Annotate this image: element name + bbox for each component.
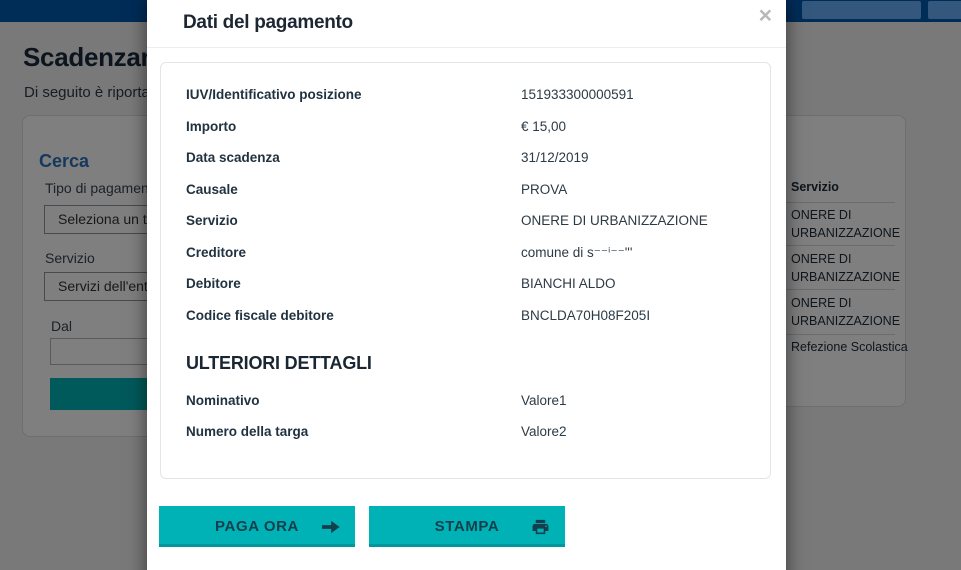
payment-details-card <box>160 62 771 479</box>
print-button[interactable] <box>369 506 565 547</box>
pay-now-button[interactable] <box>159 506 355 547</box>
detail-row <box>186 150 770 165</box>
arrow-right-icon <box>322 519 340 534</box>
close-icon[interactable]: × <box>758 2 772 28</box>
detail-value: comune di s⁻⁻ⁱ⁻⁻''' <box>521 244 633 260</box>
detail-value: BNCLDA70H08F205I <box>521 307 651 323</box>
detail-row <box>186 276 770 291</box>
modal-header <box>147 0 786 48</box>
modal-actions <box>159 506 565 547</box>
detail-row <box>186 182 770 197</box>
detail-value: 31/12/2019 <box>521 150 589 165</box>
detail-label: Servizio <box>186 213 238 228</box>
detail-label: Importo <box>186 118 237 134</box>
detail-label: Creditore <box>186 244 247 260</box>
detail-label: Causale <box>186 181 238 197</box>
detail-row <box>186 424 770 439</box>
payment-details-modal <box>147 0 786 570</box>
detail-value: 151933300000591 <box>521 87 634 102</box>
detail-label: Nominativo <box>186 392 260 408</box>
detail-label: Codice fiscale debitore <box>186 307 334 323</box>
detail-value: BIANCHI ALDO <box>521 276 616 291</box>
more-details-heading: ULTERIORI DETTAGLI <box>186 352 372 373</box>
detail-row <box>186 245 770 260</box>
detail-row <box>186 213 770 228</box>
detail-label: Numero della targa <box>186 424 309 439</box>
detail-value: Valore2 <box>521 424 567 439</box>
detail-label: Debitore <box>186 276 241 291</box>
detail-row <box>186 393 770 408</box>
modal-title: Dati del pagamento <box>183 12 353 33</box>
printer-icon <box>531 517 550 536</box>
detail-value: Valore1 <box>521 392 567 408</box>
detail-value: € 15,00 <box>521 118 567 134</box>
detail-label: Data scadenza <box>186 150 280 165</box>
detail-value: PROVA <box>521 181 568 197</box>
pay-now-label: PAGA ORA <box>215 518 299 535</box>
detail-label: IUV/Identificativo posizione <box>186 87 362 102</box>
detail-row <box>186 308 770 323</box>
print-label: STAMPA <box>434 518 500 535</box>
detail-value: ONERE DI URBANIZZAZIONE <box>521 213 708 228</box>
detail-row <box>186 87 770 102</box>
detail-row <box>186 119 770 134</box>
